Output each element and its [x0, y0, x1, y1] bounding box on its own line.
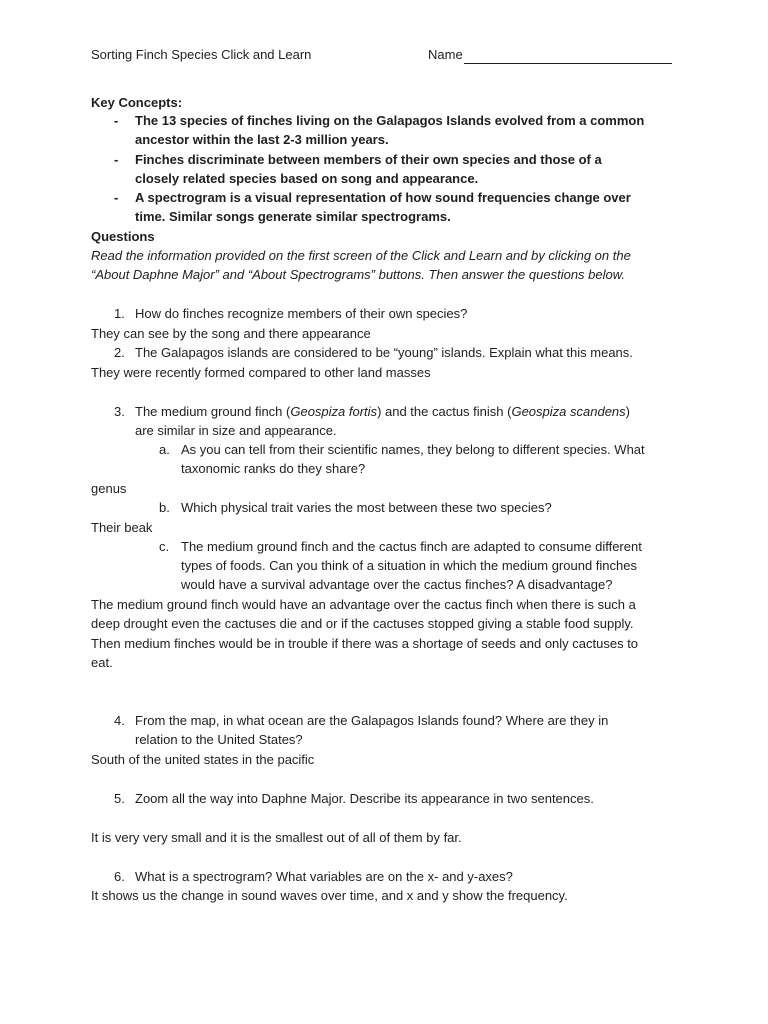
question-3a-answer: genus — [91, 481, 127, 496]
questions-heading: Questions — [91, 229, 155, 244]
key-concept-1-line-2: ancestor within the last 2-3 million years. — [135, 132, 389, 147]
question-1-number: 1. — [114, 306, 125, 321]
question-1-text: How do finches recognize members of their own species? — [135, 306, 468, 321]
name-blank-line[interactable] — [464, 63, 672, 64]
question-2-answer: They were recently formed compared to other land masses — [91, 365, 431, 380]
question-3a-line-1: As you can tell from their scientific names, they belong to different species. What — [181, 442, 645, 457]
questions-intro-line-2: “About Daphne Major” and “About Spectrograms” buttons. Then answer the questions below. — [91, 267, 626, 282]
question-5-answer: It is very very small and it is the smallest out of all of them by far. — [91, 830, 462, 845]
key-concept-2-line-2: closely related species based on song and appearance. — [135, 171, 479, 186]
bullet-dash: - — [114, 152, 119, 167]
key-concepts-heading: Key Concepts: — [91, 95, 183, 110]
question-5-text: Zoom all the way into Daphne Major. Describe its appearance in two sentences. — [135, 791, 594, 806]
key-concept-3-line-2: time. Similar songs generate similar spectrograms. — [135, 209, 451, 224]
bullet-dash: - — [114, 113, 119, 128]
question-3-text-b: ) and the cactus finish ( — [377, 404, 512, 419]
question-3-text-c: ) — [625, 404, 630, 419]
bullet-dash: - — [114, 190, 119, 205]
question-2-number: 2. — [114, 345, 125, 360]
question-3c-line-2: types of foods. Can you think of a situation in which the medium ground finches — [181, 558, 637, 573]
question-3c-answer-line-3: Then medium finches would be in trouble if there was a shortage of seeds and only cactuses to — [91, 636, 639, 651]
question-3c-line-3: would have a survival advantage over the cactus finches? A disadvantage? — [181, 577, 613, 592]
species-name-scandens: Geospiza scandens — [511, 404, 626, 419]
worksheet-title: Sorting Finch Species Click and Learn — [91, 47, 312, 62]
question-3a-letter: a. — [159, 442, 170, 457]
key-concept-2-line-1: Finches discriminate between members of their own species and those of a — [135, 152, 602, 167]
question-4-line-2: relation to the United States? — [135, 732, 303, 747]
question-3c-answer-line-2: deep drought even the cactuses die and or if the cactuses stopped giving a stable food supply. — [91, 616, 634, 631]
name-label: Name — [428, 47, 463, 62]
question-3c-line-1: The medium ground finch and the cactus finch are adapted to consume different — [181, 539, 642, 554]
question-3-text-line-2: are similar in size and appearance. — [135, 423, 337, 438]
question-1-answer: They can see by the song and there appearance — [91, 326, 371, 341]
question-6-answer: It shows us the change in sound waves over time, and x and y show the frequency. — [91, 888, 568, 903]
question-3c-answer-line-1: The medium ground finch would have an advantage over the cactus finch when there is such a — [91, 597, 636, 612]
question-3b-text: Which physical trait varies the most between these two species? — [181, 500, 552, 515]
question-3-text-a: The medium ground finch ( — [135, 404, 291, 419]
question-6-number: 6. — [114, 869, 125, 884]
questions-intro-line-1: Read the information provided on the first screen of the Click and Learn and by clicking on the — [91, 248, 631, 263]
key-concept-3-line-1: A spectrogram is a visual representation of how sound frequencies change over — [135, 190, 631, 205]
question-6-text: What is a spectrogram? What variables are on the x- and y-axes? — [135, 869, 513, 884]
question-3c-answer-line-4: eat. — [91, 655, 113, 670]
question-3b-letter: b. — [159, 500, 170, 515]
question-3-text-line-1 — [135, 404, 630, 420]
key-concept-1-line-1: The 13 species of finches living on the Galapagos Islands evolved from a common — [135, 113, 645, 128]
species-name-fortis: Geospiza fortis — [290, 404, 378, 419]
question-2-text: The Galapagos islands are considered to be “young” islands. Explain what this means. — [135, 345, 633, 360]
question-3c-letter: c. — [159, 539, 170, 554]
question-3b-answer: Their beak — [91, 520, 153, 535]
question-3-number: 3. — [114, 404, 125, 419]
question-4-number: 4. — [114, 713, 125, 728]
question-4-line-1: From the map, in what ocean are the Galapagos Islands found? Where are they in — [135, 713, 609, 728]
question-5-number: 5. — [114, 791, 125, 806]
question-4-answer: South of the united states in the pacific — [91, 752, 315, 767]
question-3a-line-2: taxonomic ranks do they share? — [181, 461, 366, 476]
